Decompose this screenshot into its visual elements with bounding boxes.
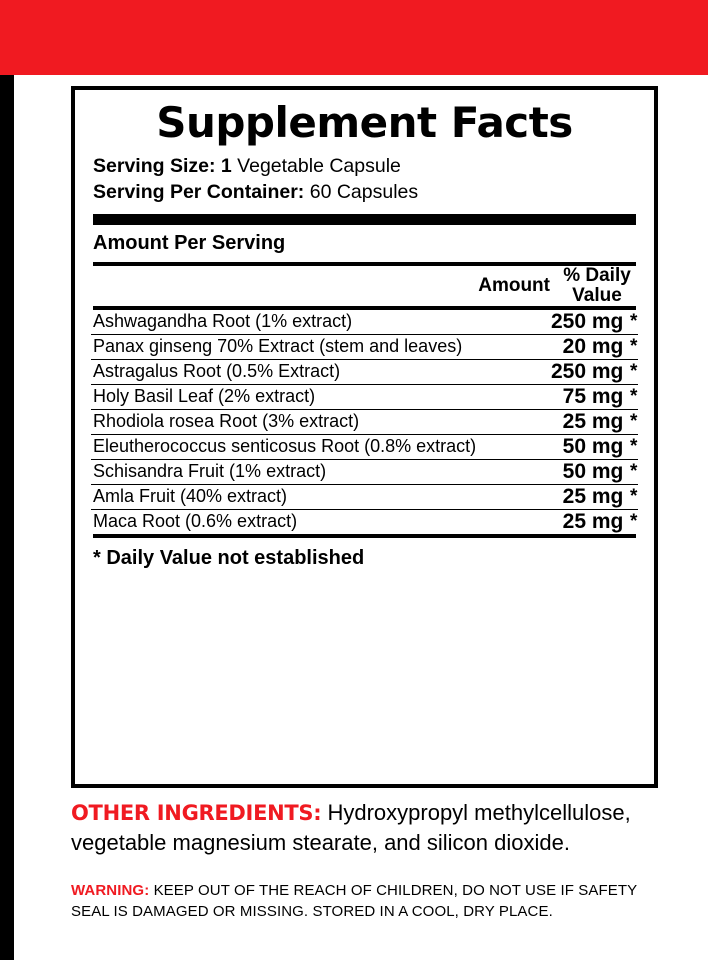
supplement-facts-panel — [71, 86, 658, 788]
daily-value-note: * Daily Value not established — [93, 546, 365, 569]
ingredient-daily-value: * — [629, 484, 638, 509]
table-header-row — [91, 266, 638, 306]
warning-block — [71, 880, 671, 923]
serving-per-container-line — [93, 180, 638, 206]
ingredient-amount: 250 mg — [538, 359, 629, 384]
ingredient-name: Panax ginseng 70% Extract (stem and leaves) — [91, 334, 538, 359]
table-row — [91, 434, 638, 459]
serving-per-container-label: Serving Per Container: — [93, 180, 305, 203]
ingredient-name: Eleutherococcus senticosus Root (0.8% extract) — [91, 434, 538, 459]
serving-size-value-number: 1 — [220, 155, 232, 177]
table-row — [91, 409, 638, 434]
table-row — [91, 334, 638, 359]
warning-text: KEEP OUT OF THE REACH OF CHILDREN, DO NOT USE IF SAFETY SEAL IS DAMAGED OR MISSING. STORED IN A COOL, DRY PLACE. — [71, 882, 637, 921]
ingredient-name: Rhodiola rosea Root (3% extract) — [91, 409, 538, 434]
supplement-facts-title: Supplement Facts — [156, 98, 573, 147]
serving-size-value: Vegetable Capsule — [237, 155, 401, 177]
ingredient-amount: 250 mg — [551, 309, 624, 333]
ingredient-name: Maca Root (0.6% extract) — [91, 509, 538, 534]
ingredient-daily-value: * — [629, 459, 638, 484]
serving-per-container-value: 60 Capsules — [309, 180, 419, 203]
other-ingredients-block — [71, 798, 671, 858]
ingredient-amount: 25 mg — [538, 509, 629, 534]
label-page — [14, 75, 708, 960]
serving-size-line — [93, 154, 638, 180]
header-blank-cell — [91, 266, 440, 306]
ingredient-name: Holy Basil Leaf (2% extract) — [91, 384, 538, 409]
ingredient-name: Astragalus Root (0.5% Extract) — [91, 359, 538, 384]
ingredients-table — [91, 310, 638, 534]
other-ingredients-text: Hydroxypropyl methylcellulose, vegetable magnesium stearate, and silicon dioxide. — [71, 800, 631, 855]
ingredient-amount: 50 mg — [538, 459, 629, 484]
divider-thick — [93, 214, 636, 225]
ingredient-daily-value: * — [629, 334, 638, 359]
warning-label: WARNING: — [71, 882, 150, 899]
ingredient-name: Ashwagandha Root (1% extract) — [93, 311, 353, 332]
nutrition-table — [91, 266, 638, 306]
ingredient-name: Schisandra Fruit (1% extract) — [91, 459, 538, 484]
table-row — [91, 310, 638, 335]
table-row — [91, 484, 638, 509]
header-daily-value — [556, 266, 638, 306]
ingredient-name: Amla Fruit (40% extract) — [91, 484, 538, 509]
ingredient-amount: 50 mg — [538, 434, 629, 459]
divider-medium-3 — [93, 534, 636, 538]
ingredient-amount: 25 mg — [538, 484, 629, 509]
ingredient-amount: 20 mg — [538, 334, 629, 359]
other-ingredients-label: OTHER INGREDIENTS: — [71, 801, 322, 825]
table-row — [91, 359, 638, 384]
ingredient-daily-value: * — [629, 310, 638, 332]
header-amount: Amount — [478, 274, 550, 296]
header-daily-value-line2: Value — [572, 284, 622, 306]
ingredient-daily-value: * — [629, 384, 638, 409]
amount-per-serving-heading: Amount Per Serving — [93, 231, 286, 254]
top-red-band — [0, 0, 708, 75]
table-row — [91, 459, 638, 484]
header-daily-value-line1: % Daily — [563, 264, 631, 286]
table-row — [91, 384, 638, 409]
ingredient-daily-value: * — [629, 510, 638, 532]
serving-size-label: Serving Size: — [93, 155, 216, 177]
ingredient-daily-value: * — [629, 409, 638, 434]
ingredient-amount: 75 mg — [538, 384, 629, 409]
left-black-bar — [0, 75, 14, 960]
table-row — [91, 509, 638, 534]
ingredient-daily-value: * — [629, 359, 638, 384]
ingredient-daily-value: * — [629, 434, 638, 459]
ingredient-amount: 25 mg — [538, 409, 629, 434]
